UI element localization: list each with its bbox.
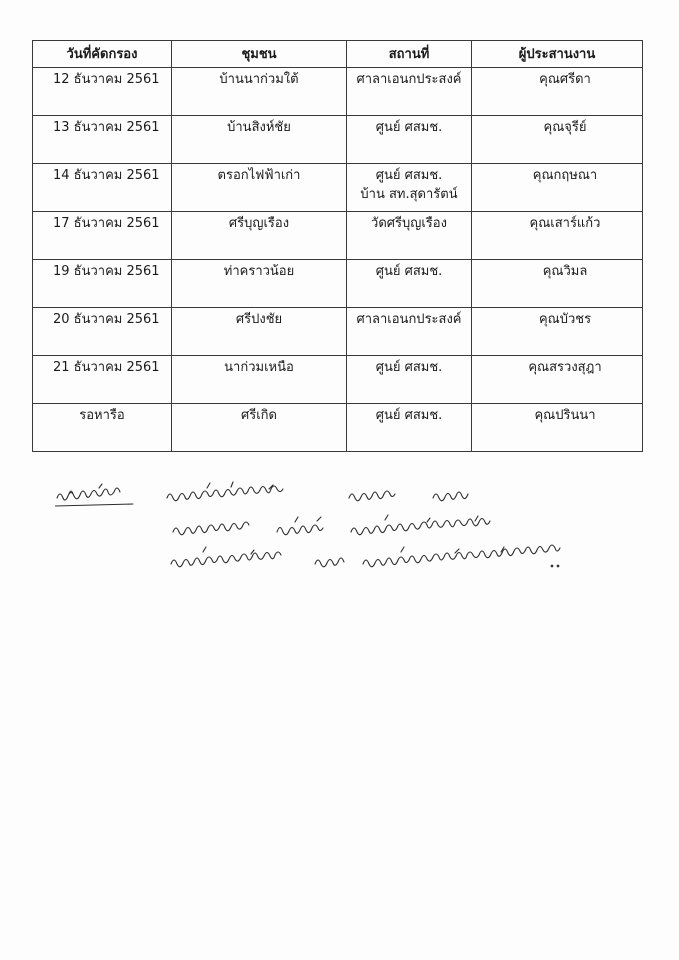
cell-date: 13 ธันวาคม 2561	[33, 116, 172, 164]
cell-coordinator: คุณจุรีย์	[472, 116, 643, 164]
cell-coordinator: คุณเสาร์แก้ว	[472, 212, 643, 260]
place-line: ศูนย์ ศสมช.	[375, 408, 443, 423]
cell-coordinator: คุณบัวชร	[472, 308, 643, 356]
place-line: ศูนย์ ศสมช.	[375, 120, 443, 135]
cell-place	[347, 260, 472, 308]
place-line: ศูนย์ ศสมช.	[375, 264, 443, 279]
place-line: ศาลาเอนกประสงค์	[356, 312, 462, 327]
header-community: ชุมชน	[172, 41, 347, 68]
header-place: สถานที่	[347, 41, 472, 68]
header-date: วันที่คัดกรอง	[33, 41, 172, 68]
handwriting-image	[55, 472, 635, 582]
handwritten-note	[55, 472, 635, 582]
cell-date: 19 ธันวาคม 2561	[33, 260, 172, 308]
place-line: ศาลาเอนกประสงค์	[356, 72, 462, 87]
table-row	[33, 260, 643, 308]
table-row	[33, 356, 643, 404]
cell-community: บ้านสิงห์ชัย	[172, 116, 347, 164]
cell-place	[347, 212, 472, 260]
cell-place	[347, 356, 472, 404]
cell-community: ตรอกไฟฟ้าเก่า	[172, 164, 347, 212]
cell-community: ศรีปงชัย	[172, 308, 347, 356]
cell-community: บ้านนาก่วมใต้	[172, 68, 347, 116]
note-label-scribble	[55, 484, 133, 506]
cell-coordinator: คุณวิมล	[472, 260, 643, 308]
table-row	[33, 68, 643, 116]
place-line: วัดศรีบุญเรือง	[371, 216, 447, 231]
table-row	[33, 308, 643, 356]
place-line: ศูนย์ ศสมช.	[375, 168, 443, 183]
cell-place	[347, 404, 472, 452]
cell-community: ศรีเกิด	[172, 404, 347, 452]
cell-date: 17 ธันวาคม 2561	[33, 212, 172, 260]
place-line: ศูนย์ ศสมช.	[375, 360, 443, 375]
cell-community: นาก่วมเหนือ	[172, 356, 347, 404]
table-row	[33, 164, 643, 212]
header-coordinator: ผู้ประสานงาน	[472, 41, 643, 68]
cell-date: 21 ธันวาคม 2561	[33, 356, 172, 404]
cell-date: 12 ธันวาคม 2561	[33, 68, 172, 116]
note-line-1-scribble	[167, 482, 468, 501]
table-row	[33, 404, 643, 452]
cell-place	[347, 68, 472, 116]
table-row	[33, 116, 643, 164]
note-line-3-scribble	[171, 545, 560, 567]
cell-coordinator: คุณสรวงสุฎา	[472, 356, 643, 404]
table-row	[33, 212, 643, 260]
cell-community: ท่าคราวน้อย	[172, 260, 347, 308]
cell-place	[347, 164, 472, 212]
screening-schedule-table	[32, 40, 643, 452]
cell-coordinator: คุณกฤษณา	[472, 164, 643, 212]
cell-coordinator: คุณปรินนา	[472, 404, 643, 452]
place-line: บ้าน สท.สุดารัตน์	[360, 187, 458, 202]
cell-date: 14 ธันวาคม 2561	[33, 164, 172, 212]
cell-community: ศรีบุญเรือง	[172, 212, 347, 260]
table-header-row	[33, 41, 643, 68]
cell-coordinator: คุณศรีดา	[472, 68, 643, 116]
cell-place	[347, 308, 472, 356]
cell-place	[347, 116, 472, 164]
note-line-2-scribble	[173, 515, 490, 535]
cell-date: รอหารือ	[33, 404, 172, 452]
cell-date: 20 ธันวาคม 2561	[33, 308, 172, 356]
